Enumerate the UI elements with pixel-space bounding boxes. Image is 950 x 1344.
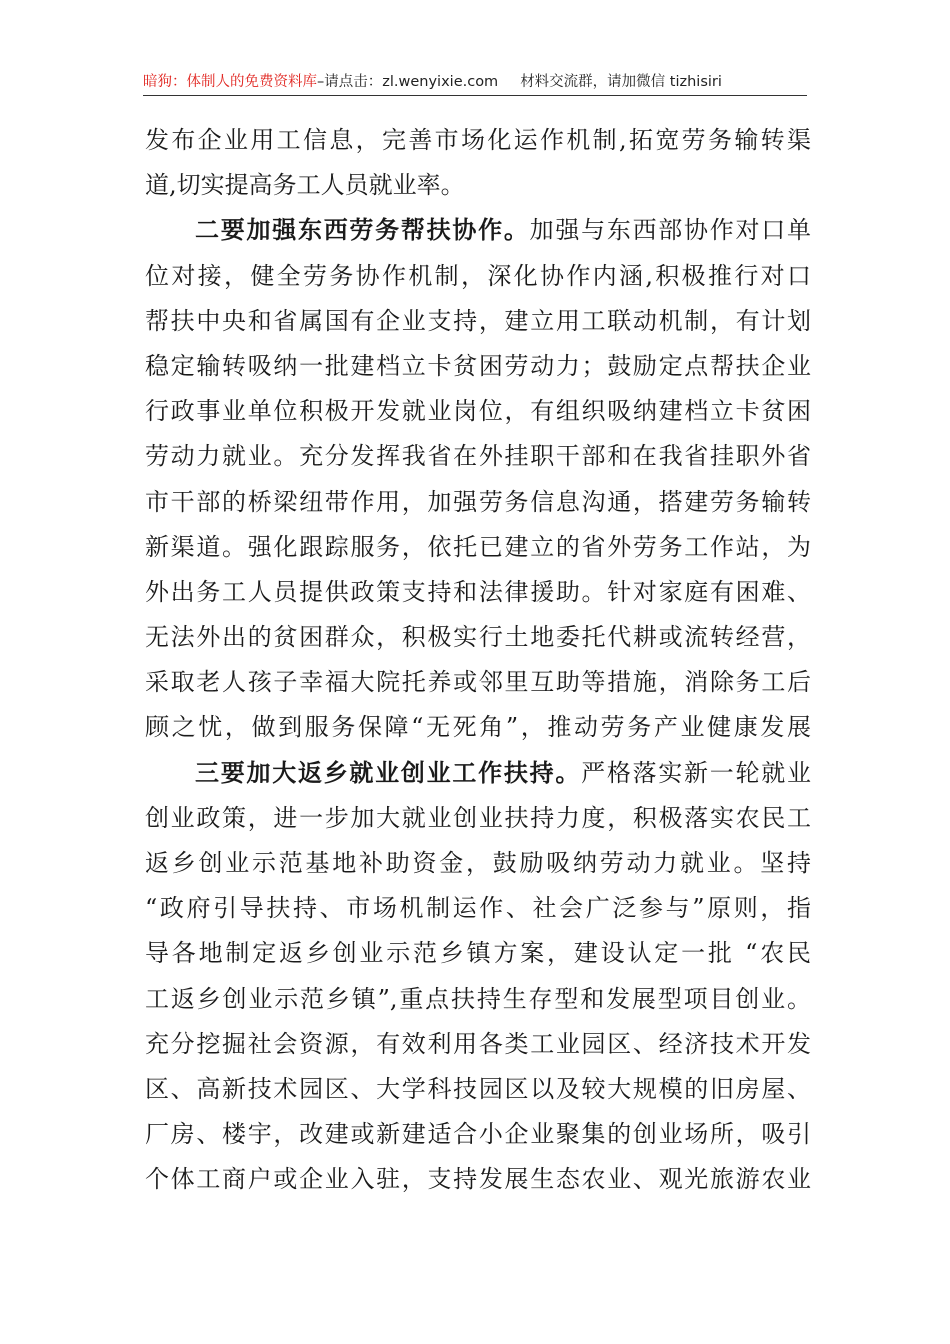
section-heading-line: 二要加强东西劳务帮扶协作。加强与东西部协作对口单: [195, 216, 811, 245]
text-line: 返乡创业示范基地补助资金，鼓励吸纳劳动力就业。坚持: [145, 849, 811, 877]
section-heading: 三要加大返乡就业创业工作扶持。: [195, 758, 582, 787]
page-header: [143, 70, 807, 94]
text-line: 导各地制定返乡创业示范乡镇方案，建设认定一批 “农民: [145, 939, 811, 968]
text-line: 市干部的桥梁纽带作用，加强劳务信息沟通，搭建劳务输转: [145, 487, 811, 516]
text-line: 工返乡创业示范乡镇”,重点扶持生存型和发展型项目创业。: [145, 984, 811, 1013]
text-line: 外出务工人员提供政策支持和法律援助。针对家庭有困难、: [145, 577, 811, 606]
text-line: 个体工商户或企业入驻，支持发展生态农业、观光旅游农业: [145, 1165, 811, 1194]
text-line: 区、高新技术园区、大学科技园区以及较大规模的旧房屋、: [145, 1074, 811, 1103]
text-line: 充分挖掘社会资源，有效利用各类工业园区、经济技术开发: [145, 1029, 811, 1058]
text-line: 新渠道。强化跟踪服务，依托已建立的省外劳务工作站，为: [145, 532, 811, 561]
text-line: 厂房、楼宇，改建或新建适合小企业聚集的创业场所，吸引: [145, 1120, 811, 1149]
text-line: 创业政策，进一步加大就业创业扶持力度，积极落实农民工: [145, 803, 811, 832]
text-line: 采取老人孩子幸福大院托养或邻里互助等措施，消除务工后: [145, 668, 811, 697]
text-line: 道,切实提高务工人员就业率。: [145, 171, 465, 200]
text-line: “政府引导扶持、市场机制运作、社会广泛参与”原则，指: [145, 894, 811, 923]
text-line: 无法外出的贫困群众，积极实行土地委托代耕或流转经营，: [145, 623, 811, 652]
text-line: 位对接，健全劳务协作机制，深化协作内涵,积极推行对口: [145, 261, 811, 290]
document-body: [145, 118, 811, 1203]
text-line: 顾之忧，做到服务保障“无死角”，推动劳务产业健康发展: [145, 713, 811, 742]
header-site-name: 暗狗：体制人的免费资料库: [143, 74, 317, 90]
text-line: 劳动力就业。充分发挥我省在外挂职干部和在我省挂职外省: [145, 442, 811, 471]
header-divider: [143, 95, 807, 96]
text-line: 行政事业单位积极开发就业岗位，有组织吸纳建档立卡贫困: [145, 397, 811, 426]
section-heading: 二要加强东西劳务帮扶协作。: [195, 216, 530, 245]
header-wechat-note: 材料交流群，请加微信 tizhisiri: [520, 74, 722, 90]
text-line: 稳定输转吸纳一批建档立卡贫困劳动力；鼓励定点帮扶企业: [145, 351, 811, 380]
section-heading-line: 三要加大返乡就业创业工作扶持。严格落实新一轮就业: [195, 758, 812, 787]
text-line: 帮扶中央和省属国有企业支持，建立用工联动机制，有计划: [145, 306, 811, 335]
text-line: 发布企业用工信息，完善市场化运作机制,拓宽劳务输转渠: [145, 126, 811, 154]
header-site-link[interactable]: –请点击：zl.wenyixie.com: [317, 74, 499, 90]
